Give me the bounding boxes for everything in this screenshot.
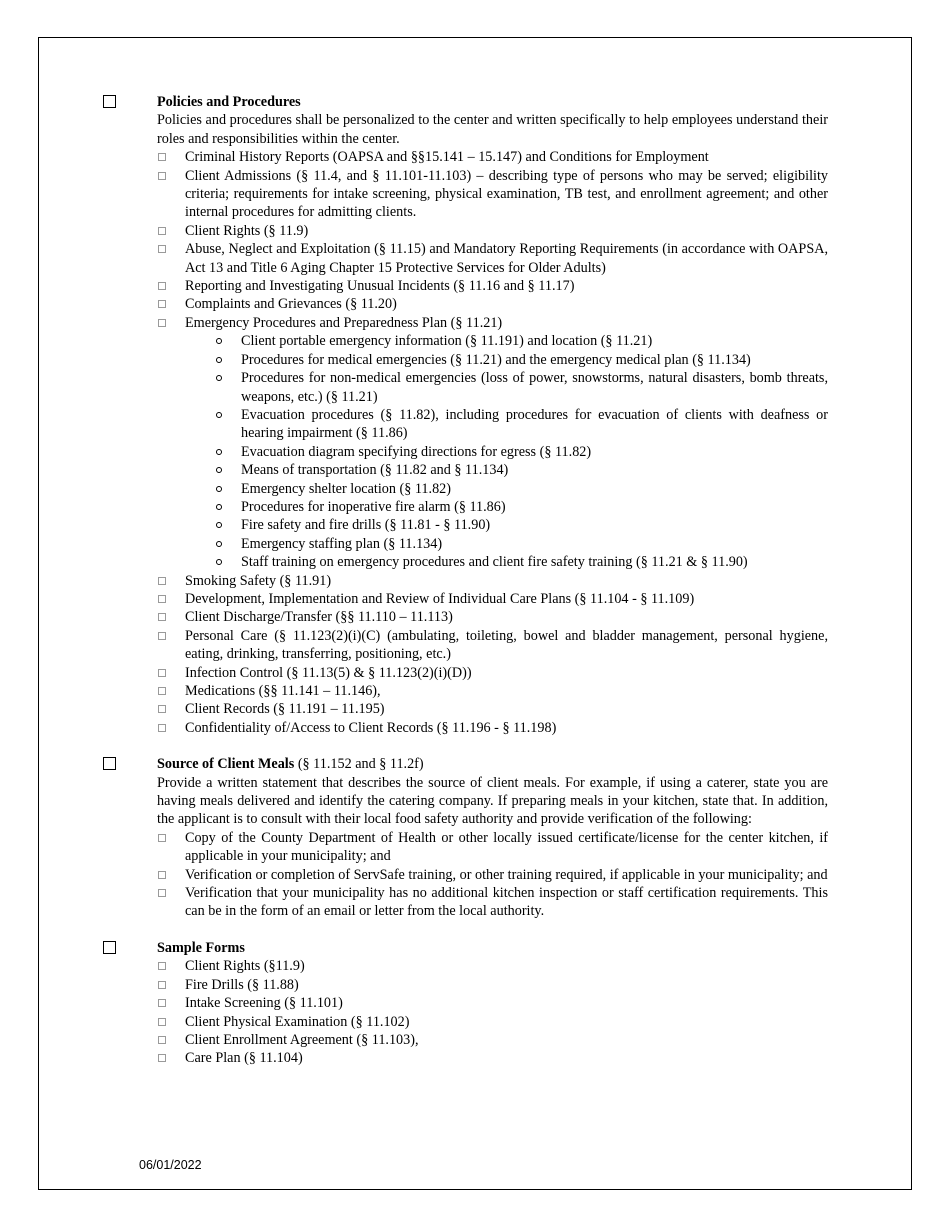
section-title: Sample Forms [157,939,245,956]
sub-item-text: Means of transportation (§ 11.82 and § 11.134) [241,462,509,479]
sub-list-item [157,369,828,406]
section-policies [157,93,828,737]
sub-list-item [157,498,828,516]
item-text: Personal Care (§ 11.123(2)(i)(C) (ambulating, toileting, bowel and bladder management, personal hygiene, eating, drinking, transferring, positioning, etc.) [185,627,828,663]
sub-item-text: Emergency shelter location (§ 11.82) [241,480,451,497]
sub-list-item [157,461,828,479]
circle-bullet-icon [216,357,222,363]
circle-bullet-icon [216,338,222,344]
section-title: Policies and Procedures [157,94,301,110]
item-text: Care Plan (§ 11.104) [185,1050,303,1067]
checklist-item [157,627,828,664]
sub-list-item [157,516,828,534]
item-text: Smoking Safety (§ 11.91) [185,572,332,589]
item-text: Client Records (§ 11.191 – 11.195) [185,701,385,718]
circle-bullet-icon [216,449,222,455]
item-text: Emergency Procedures and Preparedness Plan (§ 11.21) [185,314,503,331]
circle-bullet-icon [216,522,222,528]
section-title: Source of Client Meals [157,756,295,773]
sub-list-item [157,535,828,553]
item-checkbox[interactable] [158,632,166,640]
item-checkbox[interactable] [158,227,166,235]
checklist-item [157,1031,828,1049]
circle-bullet-icon [216,559,222,565]
item-text: Copy of the County Department of Health or other locally issued certificate/license for the center kitchen, if applicable in your municipality; and [185,829,828,865]
checklist-item [157,1049,828,1067]
section-intro: Policies and procedures shall be personalized to the center and written specifically to help employees understand their roles and responsibilities within the center. [157,112,828,147]
item-text: Intake Screening (§ 11.101) [185,995,343,1012]
sub-list-item [157,332,828,350]
checklist-item [157,829,828,866]
item-text: Client Enrollment Agreement (§ 11.103), [185,1031,419,1048]
item-text: Client Admissions (§ 11.4, and § 11.101-11.103) – describing type of persons who may be served; eligibility criteria; requirements for intake screening, physical examination, TB test, and enrollment agreement; and other internal procedures for admitting clients. [185,167,828,221]
section-meals [157,755,828,921]
checklist [157,148,828,332]
checklist-item [157,976,828,994]
sub-item-text: Procedures for non-medical emergencies (loss of power, snowstorms, natural disasters, bomb threats, weapons, etc.) (§ 11.21) [241,370,828,405]
item-checkbox[interactable] [158,871,166,879]
item-checkbox[interactable] [158,834,166,842]
checklist-item [157,664,828,682]
item-text: Criminal History Reports (OAPSA and §§15.141 – 15.147) and Conditions for Employment [185,149,709,166]
section-checkbox[interactable] [103,941,116,954]
sub-item-text: Fire safety and fire drills (§ 11.81 - § 11.90) [241,517,491,534]
item-checkbox[interactable] [158,999,166,1007]
item-text: Fire Drills (§ 11.88) [185,976,299,993]
item-checkbox[interactable] [158,595,166,603]
checklist-item [157,572,828,590]
item-checkbox[interactable] [158,981,166,989]
section-title-ref: (§ 11.152 and § 11.2f) [294,756,424,773]
section-checkbox[interactable] [103,95,116,108]
checklist-item [157,884,828,921]
sub-list-item [157,351,828,369]
footer-date: 06/01/2022 [139,1158,202,1172]
item-checkbox[interactable] [158,245,166,253]
item-text: Development, Implementation and Review of Individual Care Plans (§ 11.104 - § 11.109) [185,590,695,607]
checklist-item [157,866,828,884]
item-text: Confidentiality of/Access to Client Records (§ 11.196 - § 11.198) [185,719,557,736]
sub-list-item [157,443,828,461]
item-text: Client Rights (§11.9) [185,958,305,975]
circle-bullet-icon [216,467,222,473]
section-title-line [157,755,828,773]
checklist-item [157,167,828,222]
sub-item-text: Procedures for inoperative fire alarm (§ 11.86) [241,498,506,515]
item-text: Client Rights (§ 11.9) [185,222,309,239]
item-text: Client Physical Examination (§ 11.102) [185,1013,410,1030]
checklist-item [157,222,828,240]
circle-bullet-icon [216,375,222,381]
item-checkbox[interactable] [158,300,166,308]
sub-list-item [157,406,828,443]
item-text: Verification or completion of ServSafe training, or other training required, if applicable in your municipality; and [185,866,828,883]
item-checkbox[interactable] [158,282,166,290]
item-checkbox[interactable] [158,1036,166,1044]
sub-item-text: Evacuation diagram specifying directions for egress (§ 11.82) [241,443,592,460]
item-checkbox[interactable] [158,1018,166,1026]
checklist-item [157,719,828,737]
item-checkbox[interactable] [158,669,166,677]
emergency-sublist [157,332,828,571]
document-content [157,93,828,1068]
circle-bullet-icon [216,486,222,492]
section-checkbox[interactable] [103,757,116,770]
sub-list-item [157,553,828,571]
checklist-item [157,608,828,626]
checklist [157,957,828,1067]
checklist-item [157,682,828,700]
checklist-item [157,994,828,1012]
checklist-item [157,957,828,975]
item-text: Verification that your municipality has no additional kitchen inspection or staff certification requirements. This can be in the form of an email or letter from the local authority. [185,885,828,920]
sub-item-text: Staff training on emergency procedures and client fire safety training (§ 11.21 & § 11.90) [241,554,748,571]
item-checkbox[interactable] [158,319,166,327]
item-text: Reporting and Investigating Unusual Incidents (§ 11.16 and § 11.17) [185,278,575,295]
sub-list-item [157,480,828,498]
circle-bullet-icon [216,412,222,418]
item-checkbox[interactable] [158,1054,166,1062]
item-checkbox[interactable] [158,687,166,695]
item-checkbox[interactable] [158,577,166,585]
item-text: Medications (§§ 11.141 – 11.146), [185,683,381,699]
circle-bullet-icon [216,504,222,510]
checklist-item [157,590,828,608]
item-checkbox[interactable] [158,613,166,621]
checklist-item [157,277,828,295]
item-checkbox[interactable] [158,962,166,970]
item-checkbox[interactable] [158,705,166,713]
checklist-item [157,295,828,313]
checklist-continued [157,572,828,738]
sub-item-text: Evacuation procedures (§ 11.82), including procedures for evacuation of clients with deafness or hearing impairment (§ 11.86) [241,406,828,442]
section-forms [157,939,828,1068]
checklist [157,829,828,921]
checklist-item [157,148,828,166]
sub-item-text: Procedures for medical emergencies (§ 11.21) and the emergency medical plan (§ 11.134) [241,351,751,368]
item-checkbox[interactable] [158,172,166,180]
item-checkbox[interactable] [158,153,166,161]
section-intro: Provide a written statement that describes the source of client meals. For example, if using a caterer, state you are having meals delivered and identify the catering company. If preparing meals in your kitchen, state that. In addition, the applicant is to consult with their local food safety authority and provide verification of the following: [157,774,828,828]
item-text: Infection Control (§ 11.13(5) & § 11.123(2)(i)(D)) [185,664,472,681]
item-text: Client Discharge/Transfer (§§ 11.110 – 11.113) [185,609,453,626]
item-checkbox[interactable] [158,889,166,897]
checklist-item [157,1013,828,1031]
item-checkbox[interactable] [158,724,166,732]
sub-item-text: Emergency staffing plan (§ 11.134) [241,535,443,552]
checklist-item [157,700,828,718]
checklist-item [157,240,828,277]
circle-bullet-icon [216,541,222,547]
checklist-item-emergency [157,314,828,332]
item-text: Complaints and Grievances (§ 11.20) [185,296,397,313]
item-text: Abuse, Neglect and Exploitation (§ 11.15) and Mandatory Reporting Requirements (in accordance with OAPSA, Act 13 and Title 6 Aging Chapter 15 Protective Services for Older Adults) [185,241,828,276]
sub-item-text: Client portable emergency information (§ 11.191) and location (§ 11.21) [241,333,653,350]
